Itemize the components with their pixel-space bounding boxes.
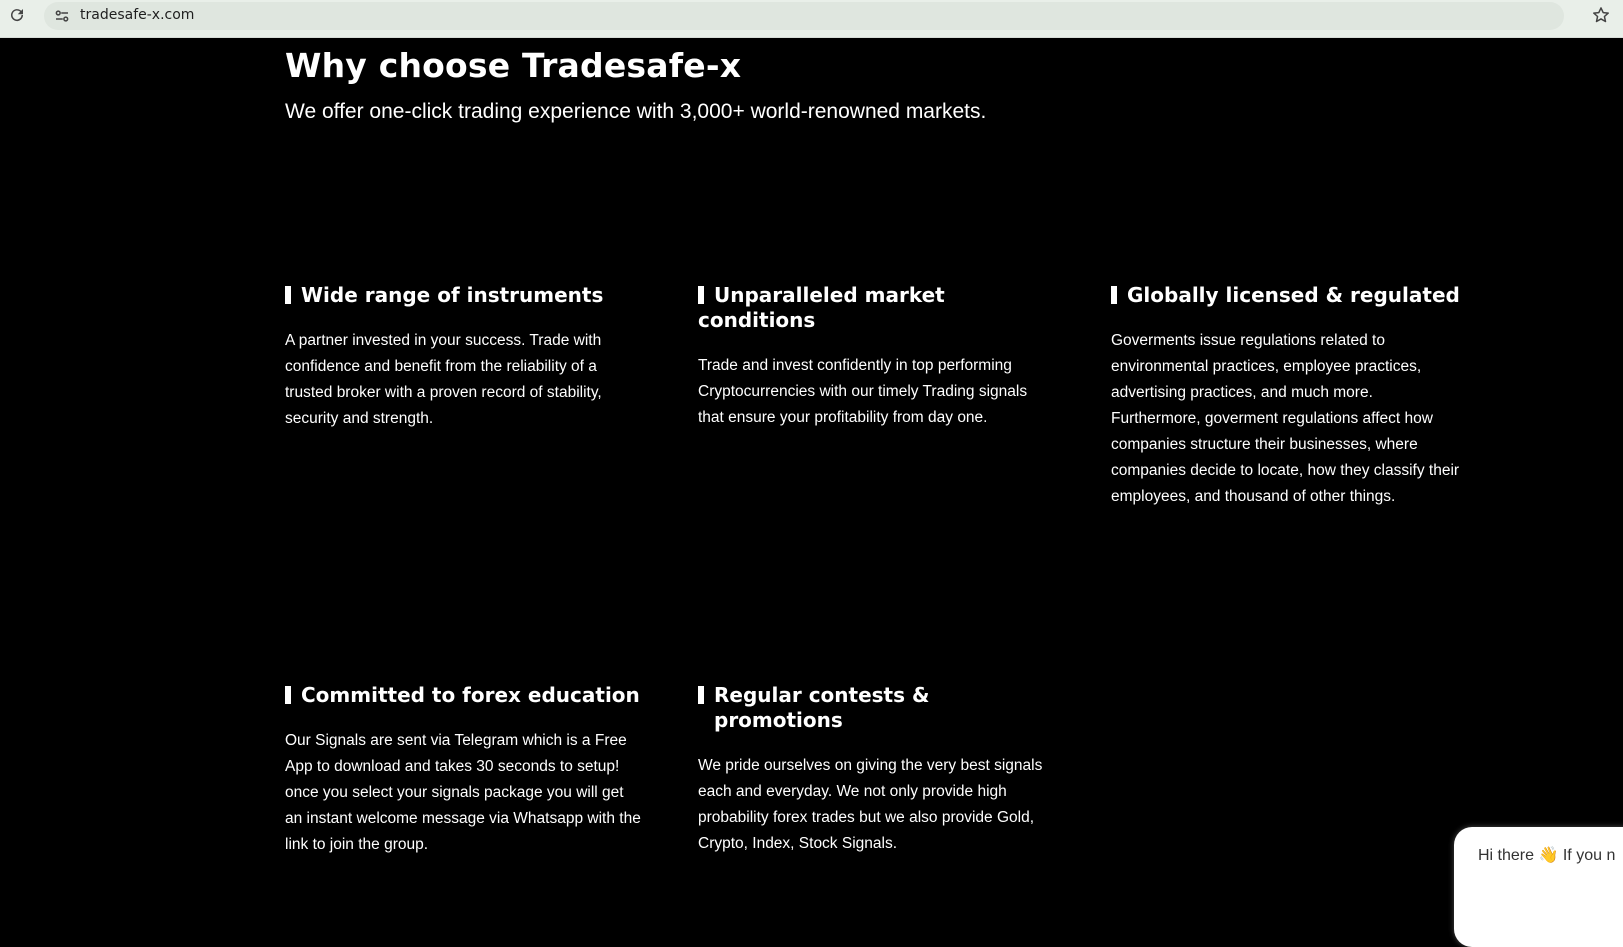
feature-title-text: Globally licensed & regulated [1127,283,1460,307]
feature-title [285,283,645,308]
accent-bar [285,286,291,304]
url-text[interactable]: tradesafe-x.com [80,7,195,23]
feature-description: Goverments issue regulations related to environmental practices, employee practices, advertising practices, and much more. Furthermore, goverment regulations affect how companies structure their businesses, where companies decide to locate, how they classify their employees, and thousand of other things. [1111,332,1460,505]
star-icon[interactable] [1591,5,1611,25]
accent-bar [285,686,291,704]
feature-title [1111,283,1461,308]
chat-message-text: If you n [1562,847,1616,864]
feature-card-licensed [1111,283,1461,510]
accent-bar [698,286,704,304]
feature-title-text: Wide range of instruments [301,283,604,307]
feature-title [698,283,1053,333]
chat-greeting: Hi there [1478,847,1535,864]
feature-title [698,683,1053,733]
feature-title-text: Unparalleled market conditions [698,283,945,332]
chat-message[interactable] [1478,845,1623,867]
feature-card-market-conditions [698,283,1053,431]
page-content [0,38,1623,877]
feature-description: Our Signals are sent via Telegram which is a Free App to download and takes 30 seconds to setup! once you select your signals package you will get an instant welcome message via Whatsapp with the link to join the group. [285,732,641,853]
feature-card-instruments [285,283,645,432]
wave-icon: 👋 [1538,847,1559,864]
browser-toolbar [0,0,1623,38]
feature-description: A partner invested in your success. Trade with confidence and benefit from the reliability of a trusted broker with a proven record of stability, security and strength. [285,332,602,427]
feature-description: Trade and invest confidently in top performing Cryptocurrencies with our timely Trading signals that ensure your profitability from day one. [698,357,1028,426]
accent-bar [1111,286,1117,304]
reload-icon[interactable] [8,6,26,24]
accent-bar [698,686,704,704]
chat-popup[interactable] [1454,827,1623,947]
feature-title-text: Regular contests & promotions [714,683,930,732]
feature-title-text: Committed to forex education [301,683,640,707]
feature-card-education [285,683,645,858]
feature-description: We pride ourselves on giving the very best signals each and everyday. We not only provide high probability forex trades but we also provide Gold, Crypto, Index, Stock Signals. [698,757,1043,852]
feature-title [285,683,645,708]
section-subtitle: We offer one-click trading experience with 3,000+ world-renowned markets. [285,100,987,123]
address-bar[interactable] [44,2,1564,30]
site-info-icon[interactable] [53,7,71,25]
feature-card-contests [698,683,1053,857]
section-title: Why choose Tradesafe-x [285,46,742,85]
